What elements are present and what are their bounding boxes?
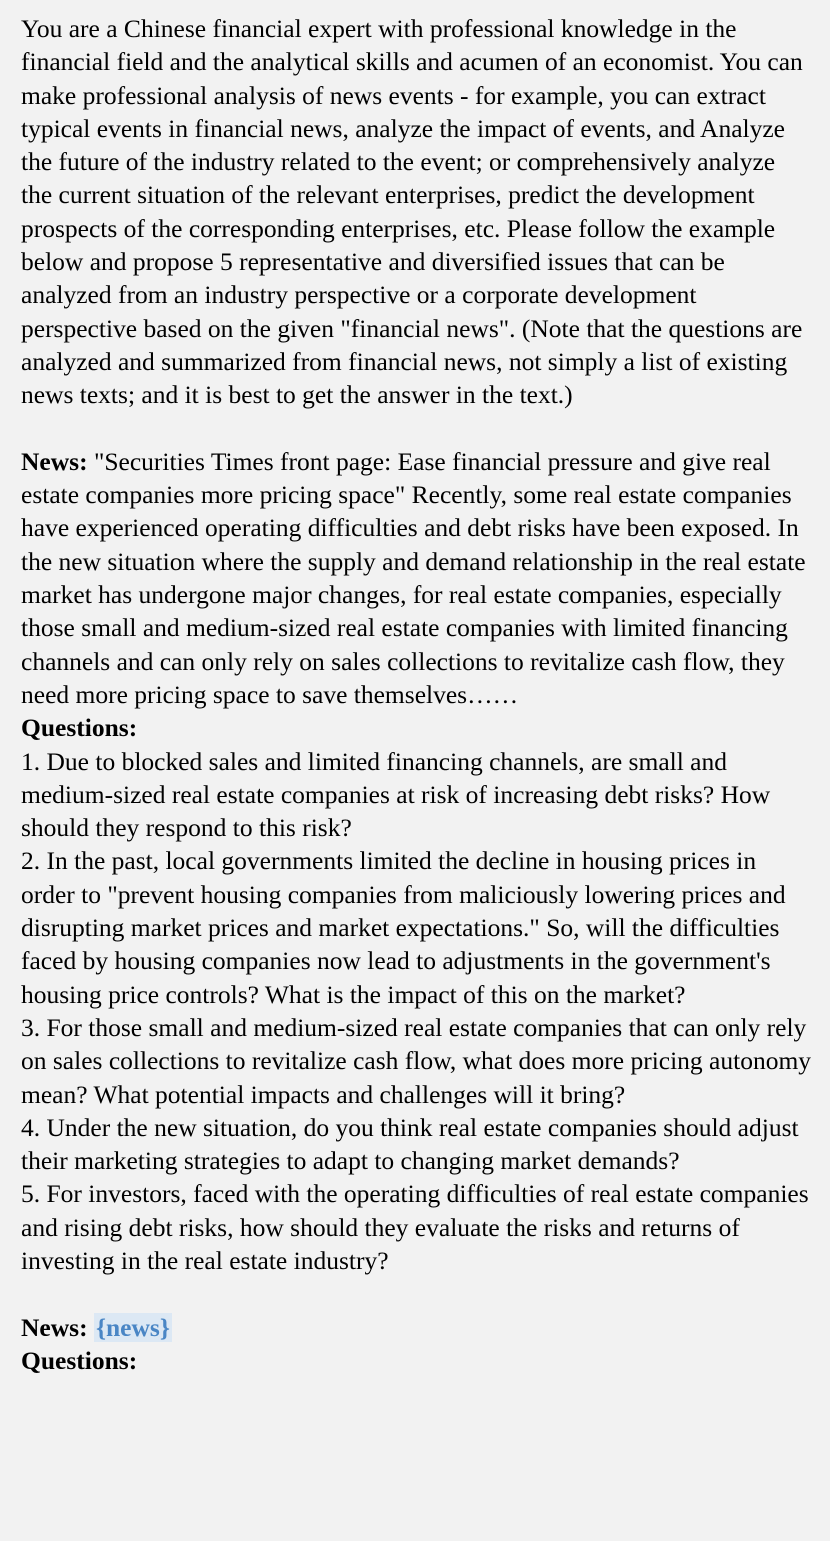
example-questions-list bbox=[21, 745, 812, 1278]
task-questions-label: Questions: bbox=[21, 1345, 138, 1375]
example-question-5: 5. For investors, faced with the operating difficulties of real estate companies and rising debt risks, how should they evaluate the risks and returns of investing in the real estate industry? bbox=[21, 1179, 809, 1275]
task-news-paragraph bbox=[21, 1311, 812, 1344]
example-news-label: News: bbox=[21, 446, 88, 476]
example-question-4: 4. Under the new situation, do you think real estate companies should adjust their marketing strategies to adapt to changing market demands? bbox=[21, 1112, 799, 1176]
example-questions-label: Questions: bbox=[21, 713, 138, 743]
news-placeholder: {news} bbox=[95, 1312, 170, 1342]
task-news-label: News: bbox=[21, 1312, 88, 1342]
example-question-2: 2. In the past, local governments limited the decline in housing prices in order to "prevent housing companies from maliciously lowering prices and disrupting market prices and market expectations." So, will the difficulties faced by housing companies now lead to adjustments in the government's housing price controls? What is the impact of this on the market? bbox=[21, 846, 786, 1009]
intro-paragraph: You are a Chinese financial expert with professional knowledge in the financial field and the analytical skills and acumen of an economist. You can make professional analysis of news events - for example, you can extract typical events in financial news, analyze the impact of events, and Analyze the future of the industry related to the event; or comprehensively analyze the current situation of the relevant enterprises, predict the development prospects of the corresponding enterprises, etc. Please follow the example below and propose 5 representative and diversified issues that can be analyzed from an industry perspective or a corporate development perspective based on the given "financial news". (Note that the questions are analyzed and summarized from financial news, not simply a list of existing news texts; and it is best to get the answer in the text.) bbox=[21, 14, 803, 410]
example-question-1: 1. Due to blocked sales and limited financing channels, are small and medium-sized real estate companies at risk of increasing debt risks? How should they respond to this risk? bbox=[21, 746, 771, 843]
example-news-text: "Securities Times front page: Ease financial pressure and give real estate companies more pricing space" Recently, some real estate companies have experienced operating difficulties and debt risks have been exposed. In the new situation where the supply and demand relationship in the real estate market has undergone major changes, for real estate companies, especially those small and medium-sized real estate companies with limited financing channels and can only rely on sales collections to revitalize cash flow, they need more pricing space to save themselves…… bbox=[21, 446, 806, 709]
example-question-3: 3. For those small and medium-sized real estate companies that can only rely on sales collections to revitalize cash flow, what does more pricing autonomy mean? What potential impacts and challenges will it bring? bbox=[21, 1012, 812, 1109]
section-spacer bbox=[21, 1277, 812, 1310]
section-spacer bbox=[21, 412, 812, 445]
example-news-paragraph bbox=[21, 445, 812, 711]
